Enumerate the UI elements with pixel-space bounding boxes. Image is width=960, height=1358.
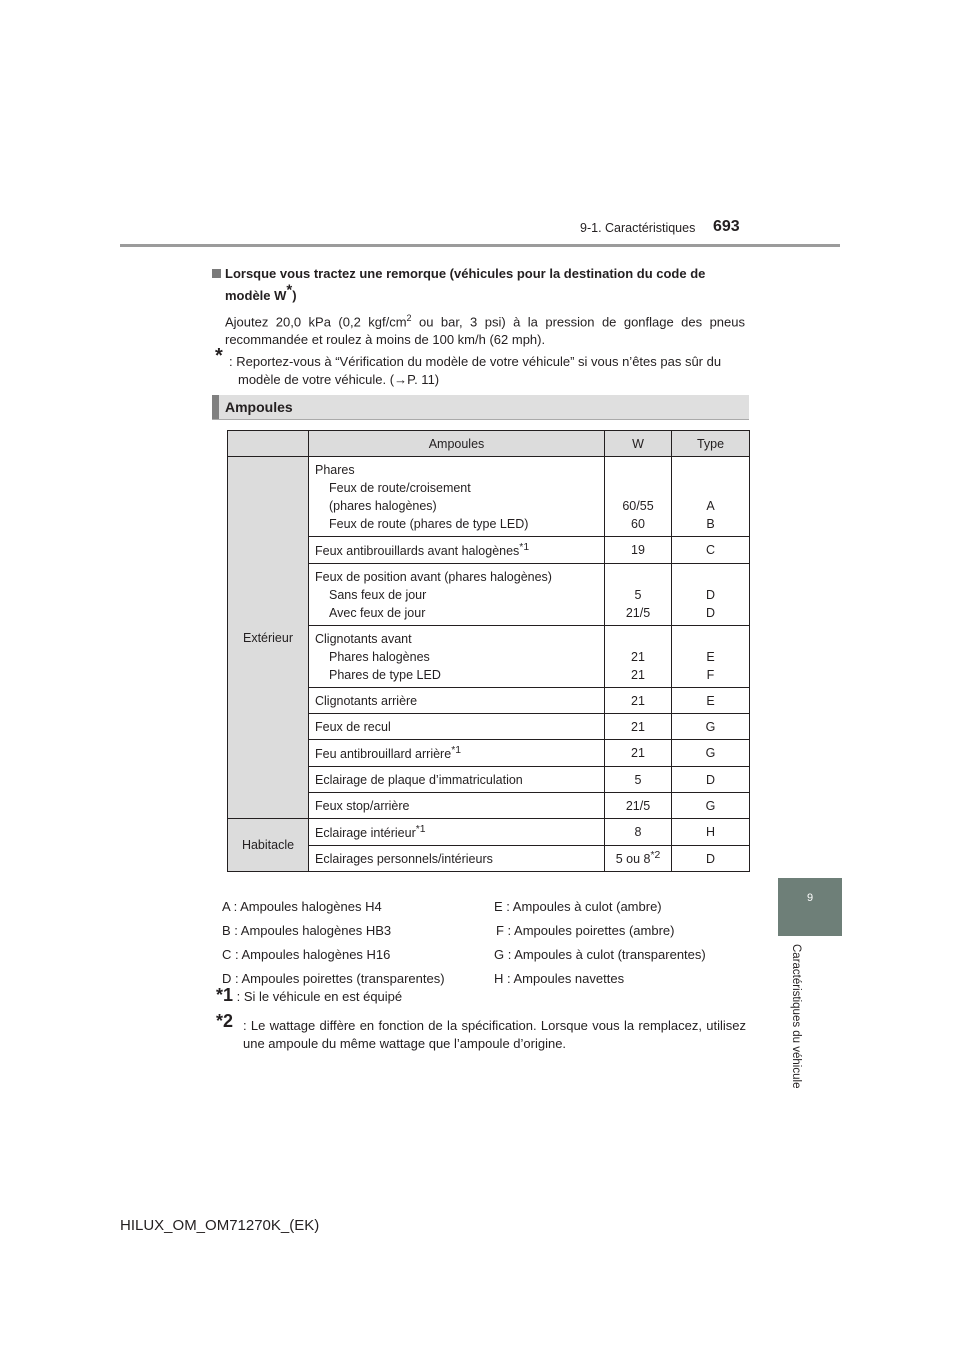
table-row: Extérieur Phares Feux de route/croisement (phares halogènes) Feux de route (phares de type LED) 60/55 60 A B — [228, 457, 750, 537]
section-bar — [212, 395, 749, 420]
table-row: Feux de position avant (phares halogènes) Sans feux de jour Avec feux de jour 5 21/5 D D — [228, 564, 750, 626]
page-number: 693 — [713, 218, 740, 235]
chapter-label: Caractéristiques du véhicule — [790, 944, 802, 1089]
model-note: : Reportez-vous à “Vérification du modèle de votre véhicule” si vous n’êtes pas sûr du modèle de votre véhicule. (→P. 11) — [229, 354, 722, 387]
header-section-title: 9-1. Caractéristiques — [580, 221, 696, 235]
chapter-number: 9 — [806, 892, 814, 904]
header-rule — [120, 244, 840, 247]
table-row: Habitacle Eclairage intérieur$^{*1}$ 8 H — [228, 819, 750, 846]
footnote-1: *1 : Si le véhicule en est équipé — [216, 985, 403, 1005]
footnote-2: *2 : Le wattage diffère en fonction de la spécification. Lorsque vous la remplacez, utilisez une ampoule du même wattage que l’ampoule d’origine. — [216, 1011, 746, 1051]
section-title: Ampoules — [225, 399, 293, 415]
category-cabin: Habitacle — [228, 819, 309, 872]
table-row: Feu antibrouillard arrière$^{*1}$ 21 G — [228, 740, 750, 767]
square-bullet-icon — [212, 269, 221, 278]
document-code: HILUX_OM_OM71270K_(EK) — [120, 1217, 320, 1234]
type-legend: A : Ampoules halogènes H4 E : Ampoules à culot (ambre) B : Ampoules halogènes HB3 F : Ampoules poirettes (ambre) C : Ampoules halogènes H16 G : Ampoules à culot (transparentes) D : Ampoules poirettes (transparentes) H : Ampoules navettes — [222, 899, 706, 986]
table-row: Eclairages personnels/intérieurs 5 ou 8$^{*2}$ D — [228, 846, 750, 872]
table-row: Clignotants arrière 21 E — [228, 688, 750, 714]
table-row: Feux antibrouillards avant halogènes$^{*1}$ 19 C — [228, 537, 750, 564]
towing-paragraph: Ajoutez 20,0 kPa (0,2 kgf/$cm^2$ ou bar, 3 psi) à la pression de gonflage des pneus recommandée et roulez à moins de 100 km/h (62 mph). — [225, 313, 745, 348]
table-header-row: Ampoules W Type — [228, 431, 750, 457]
table-row: Feux stop/arrière 21/5 G — [228, 793, 750, 819]
note-asterisk: * — [215, 345, 223, 367]
chapter-tab[interactable] — [778, 878, 842, 936]
category-exterior: Extérieur — [228, 457, 309, 819]
table-row: Feux de recul 21 G — [228, 714, 750, 740]
table-row: Clignotants avant Phares halogènes Phares de type LED 21 21 E F — [228, 626, 750, 688]
towing-heading: Lorsque vous tractez une remorque (véhicules pour la destination du code de modèle W*) — [212, 265, 749, 304]
bulb-table — [227, 430, 750, 872]
table-row: Eclairage de plaque d’immatriculation 5 D — [228, 767, 750, 793]
